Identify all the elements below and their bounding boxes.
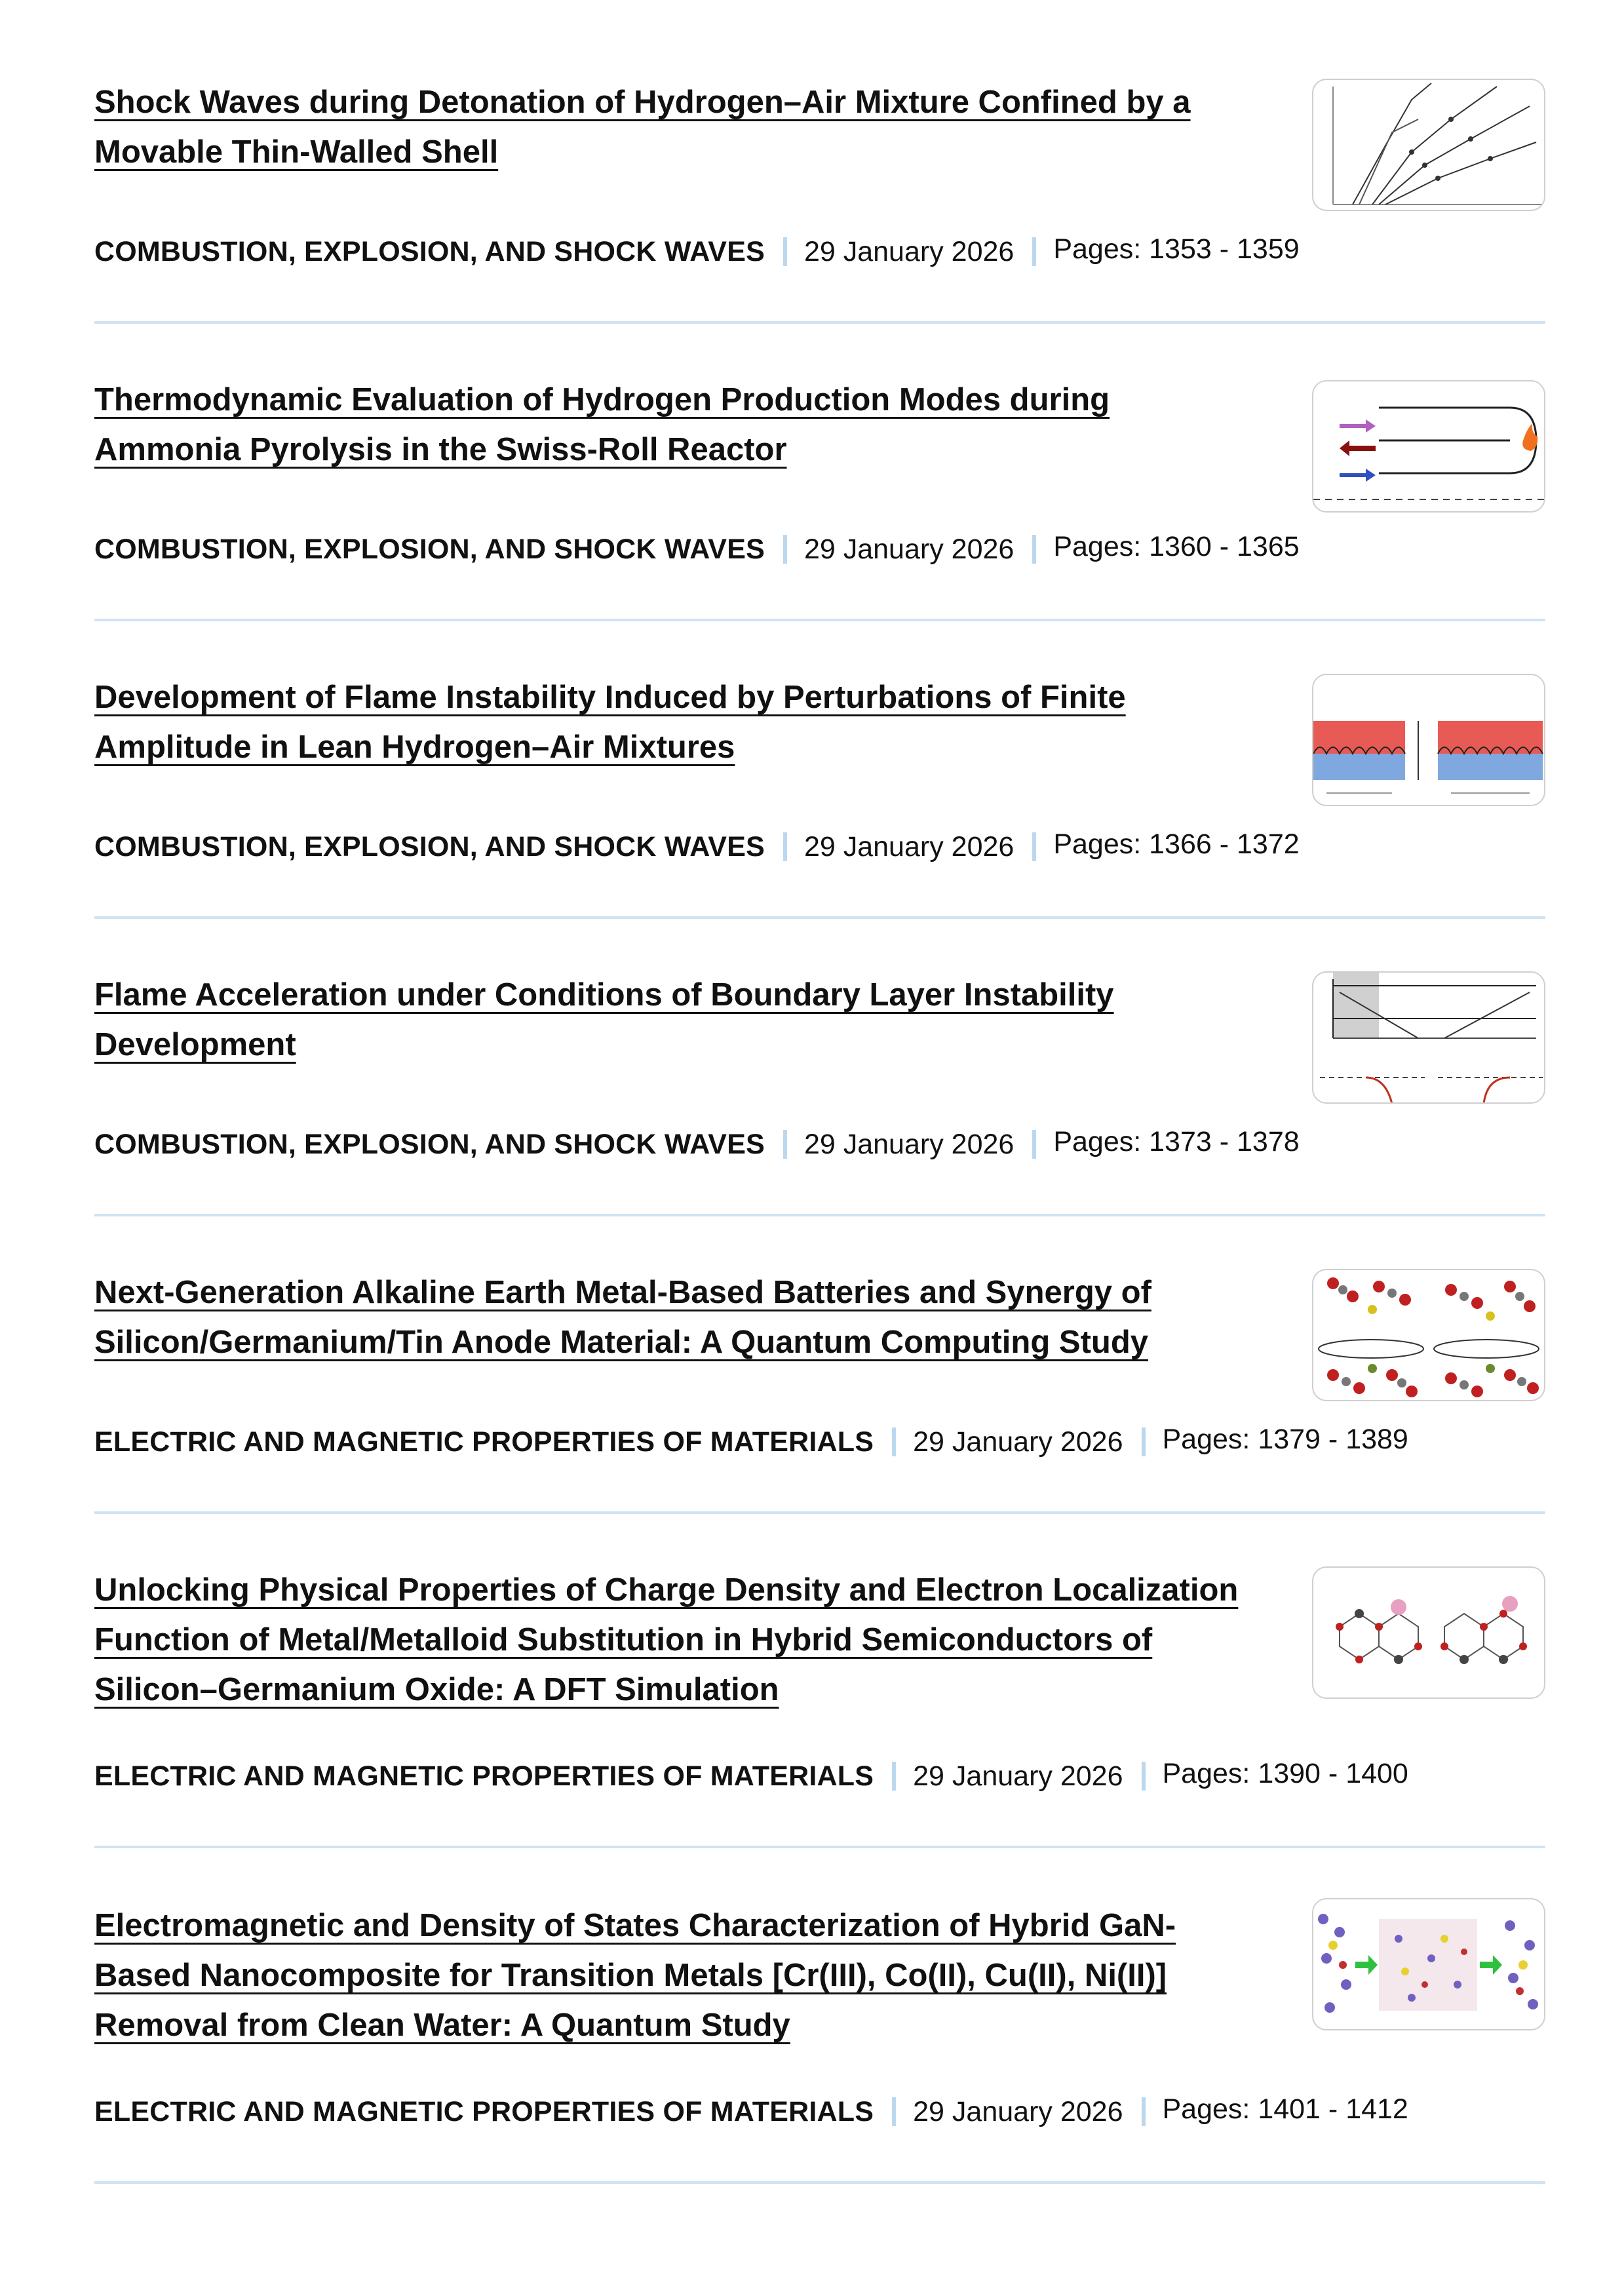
reactor-diagram-thumbnail-icon[interactable]	[1312, 380, 1545, 513]
page-range: Pages: 1390 - 1400	[1162, 1758, 1408, 1789]
meta-separator	[1032, 237, 1036, 266]
article-title-link[interactable]: Shock Waves during Detonation of Hydrogen–Air Mixture Confined by a Movable Thin-Walled Shell	[94, 85, 1191, 170]
meta-separator	[1142, 1762, 1146, 1791]
journal-name[interactable]: COMBUSTION, EXPLOSION, AND SHOCK WAVES	[94, 1129, 765, 1160]
article-title	[94, 1565, 1254, 1715]
publication-date: 29 January 2026	[803, 534, 1015, 565]
article-meta	[94, 827, 1300, 866]
meta-separator	[783, 1130, 787, 1159]
meta-separator	[1142, 2097, 1146, 2126]
line-plot-thumbnail-icon[interactable]	[1312, 79, 1545, 211]
divider	[94, 2181, 1545, 2184]
journal-name[interactable]: ELECTRIC AND MAGNETIC PROPERTIES OF MATERIALS	[94, 2096, 874, 2127]
page-range: Pages: 1360 - 1365	[1053, 531, 1300, 562]
article-title	[94, 970, 1254, 1070]
page-range: Pages: 1401 - 1412	[1162, 2093, 1408, 2125]
publication-date: 29 January 2026	[913, 2096, 1123, 2127]
article-meta	[94, 1125, 1300, 1164]
publication-date: 29 January 2026	[803, 1129, 1015, 1160]
page-range: Pages: 1379 - 1389	[1162, 1424, 1408, 1455]
article-title-link[interactable]: Thermodynamic Evaluation of Hydrogen Production Modes during Ammonia Pyrolysis in the Swiss-Roll Reactor	[94, 382, 1110, 467]
article-title	[94, 77, 1254, 177]
article-meta	[94, 232, 1300, 271]
article-title-link[interactable]: Development of Flame Instability Induced by Perturbations of Finite Amplitude in Lean Hydrogen–Air Mixtures	[94, 680, 1126, 765]
meta-separator	[1032, 832, 1036, 861]
meta-separator	[1032, 1130, 1036, 1159]
page-range: Pages: 1366 - 1372	[1053, 828, 1300, 860]
article-title-link[interactable]: Unlocking Physical Properties of Charge Density and Electron Localization Function of Metal/Metalloid Substitution in Hybrid Semiconductors of Silicon–Germanium Oxide: A DFT Simulation	[94, 1572, 1239, 1707]
publication-date: 29 January 2026	[913, 1426, 1123, 1458]
article-meta	[94, 1756, 1408, 1796]
journal-name[interactable]: ELECTRIC AND MAGNETIC PROPERTIES OF MATERIALS	[94, 1426, 874, 1458]
meta-separator	[783, 237, 787, 266]
article-meta	[94, 2092, 1408, 2131]
meta-separator	[1032, 535, 1036, 564]
article-title-link[interactable]: Next-Generation Alkaline Earth Metal-Based Batteries and Synergy of Silicon/Germanium/Tin Anode Material: A Quantum Computing Study	[94, 1275, 1151, 1360]
channel-schematic-thumbnail-icon[interactable]	[1312, 971, 1545, 1104]
article-meta	[94, 1422, 1408, 1462]
divider	[94, 1214, 1545, 1216]
page-range: Pages: 1353 - 1359	[1053, 233, 1300, 265]
meta-separator	[892, 1762, 896, 1791]
page-range: Pages: 1373 - 1378	[1053, 1126, 1300, 1157]
flame-front-thumbnail-icon[interactable]	[1312, 674, 1545, 806]
meta-separator	[783, 535, 787, 564]
journal-name[interactable]: ELECTRIC AND MAGNETIC PROPERTIES OF MATERIALS	[94, 1760, 874, 1792]
article-title	[94, 1901, 1254, 2050]
meta-separator	[1142, 1427, 1146, 1456]
divider	[94, 916, 1545, 919]
publication-date: 29 January 2026	[803, 236, 1015, 267]
divider	[94, 1846, 1545, 1848]
divider	[94, 619, 1545, 621]
article-title	[94, 672, 1254, 772]
nanocomposite-thumbnail-icon[interactable]	[1312, 1898, 1545, 2030]
meta-separator	[892, 1427, 896, 1456]
journal-name[interactable]: COMBUSTION, EXPLOSION, AND SHOCK WAVES	[94, 236, 765, 267]
article-title	[94, 1268, 1254, 1367]
article-title-link[interactable]: Electromagnetic and Density of States Characterization of Hybrid GaN-Based Nanocomposite for Transition Metals [Cr(III), Co(II), Cu(II), Ni(II)] Removal from Clean Water: A Quantum Study	[94, 1908, 1176, 2043]
publication-date: 29 January 2026	[913, 1760, 1123, 1792]
divider	[94, 321, 1545, 324]
divider	[94, 1511, 1545, 1514]
molecule-structure-thumbnail-icon[interactable]	[1312, 1566, 1545, 1699]
journal-name[interactable]: COMBUSTION, EXPLOSION, AND SHOCK WAVES	[94, 534, 765, 565]
journal-name[interactable]: COMBUSTION, EXPLOSION, AND SHOCK WAVES	[94, 831, 765, 863]
publication-date: 29 January 2026	[803, 831, 1015, 863]
article-title-link[interactable]: Flame Acceleration under Conditions of Boundary Layer Instability Development	[94, 977, 1114, 1062]
meta-separator	[783, 832, 787, 861]
article-title	[94, 375, 1254, 475]
meta-separator	[892, 2097, 896, 2126]
molecular-cluster-thumbnail-icon[interactable]	[1312, 1269, 1545, 1401]
article-meta	[94, 530, 1300, 569]
